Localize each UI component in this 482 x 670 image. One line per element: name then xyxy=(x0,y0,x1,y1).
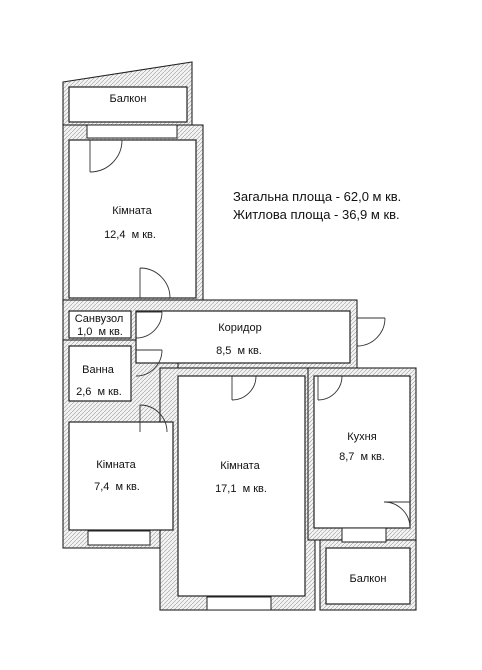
room-name: Коридор xyxy=(218,322,262,334)
room-area: 8,5 м кв. xyxy=(216,345,262,357)
room-area: 12,4 м кв. xyxy=(104,229,156,241)
window xyxy=(87,125,177,138)
window xyxy=(88,531,150,545)
room-name: Кімната xyxy=(220,460,260,472)
living-area-text: Житлова площа - 36,9 м кв. xyxy=(233,207,400,222)
room-area: 2,6 м кв. xyxy=(76,386,122,398)
room-name: Кімната xyxy=(112,205,152,217)
room-name: Кухня xyxy=(347,431,377,443)
room-name: Кімната xyxy=(96,459,136,471)
room-2 xyxy=(69,422,173,530)
room-name: Санвузол xyxy=(74,313,124,325)
room-area: 1,0 м кв. xyxy=(77,326,123,338)
room-name: Балкон xyxy=(109,93,147,105)
room-1 xyxy=(69,140,196,298)
room-name: Ванна xyxy=(82,364,114,376)
window xyxy=(342,528,386,542)
room-name: Балкон xyxy=(349,573,387,585)
window xyxy=(207,597,271,610)
room-area: 17,1 м кв. xyxy=(215,483,267,495)
room-area: 7,4 м кв. xyxy=(94,481,140,493)
door xyxy=(357,318,385,346)
total-area-text: Загальна площа - 62,0 м кв. xyxy=(233,189,402,204)
room-area: 8,7 м кв. xyxy=(339,451,385,463)
